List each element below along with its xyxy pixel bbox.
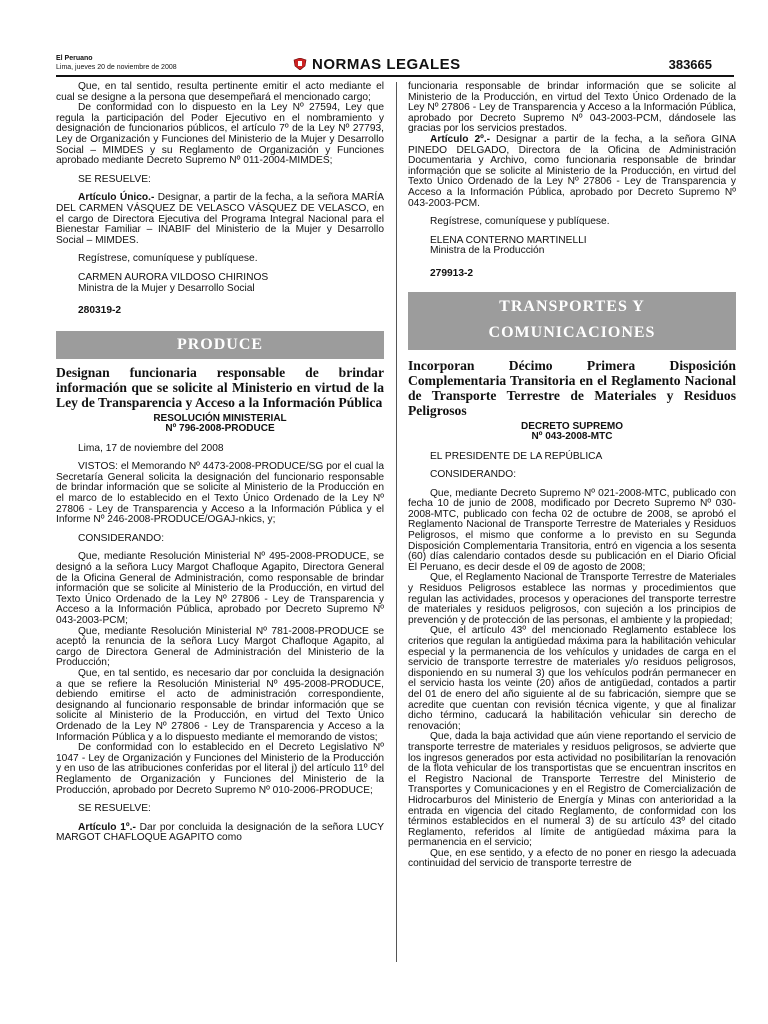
left-column <box>56 82 384 844</box>
article-text: Dar por concluida la designación de la señora LUCY MARGOT CHAFLOQUE AGAPITO como <box>56 821 385 844</box>
section-banner-produce: PRODUCE <box>56 331 384 359</box>
resolve-heading: SE RESUELVE: <box>78 803 151 815</box>
coat-of-arms-icon <box>293 58 307 70</box>
resolve-heading: SE RESUELVE: <box>78 173 151 185</box>
paragraph: De conformidad con lo dispuesto en la Ley Nº 27594, Ley que regula la participación del Poder Ejecutivo en el nombramiento y designación de funcionarios públicos, el artículo 7º de la Ley Nº 27793, Ley de Organización y Funciones del Ministerio de la Mujer y Desarrollo Social – MIMDES y su Reglamento de Organización y Funciones aprobado mediante Decreto Supremo Nº 011-2004-MIMDES; <box>56 102 384 167</box>
issue-date: Lima, jueves 20 de noviembre de 2008 <box>56 64 177 71</box>
right-column <box>408 82 736 870</box>
paragraph: Que, mediante Decreto Supremo Nº 021-2008-MTC, publicado con fecha 10 de junio de 2008, modificado por Decreto Supremo Nº 030-2008-MTC, publicado con fecha 02 de octubre de 2008, se aprobó el Reglamento Nacional de Transporte Terrestre de Materiales y Residuos Peligrosos, el mismo que conforme a lo previsto en su Segunda Disposición Complementaria Transitoria, entró en vigencia a los sesenta (60) días calendario contados desde su publicación en el Diario Oficial El Peruano, es decir desde el 09 de agosto de 2008; <box>408 487 736 573</box>
paragraph: Que, dada la baja actividad que aún viene reportando el servicio de transporte terrestre de materiales y residuos peligrosos, se advierte que los ingresos generados por esta actividad no posibilitarían la renovación de la flota vehicular de los transportistas que se encuentran inscritos en el Registro Nacional de Transporte Terrestre del Ministerio de Transportes y Comunicaciones y en el Registro de Comercialización de Hidrocarburos del Ministerio de Energía y Minas con anterioridad a la entrada en vigencia del citado Reglamento, de conformidad con los términos establecidos en el numeral 3) de su artículo 43º del citado Reglamento, referidos al límite de antigüedad máxima para la permanencia en el servicio; <box>408 731 736 849</box>
issuer: EL PRESIDENTE DE LA REPÚBLICA <box>430 450 603 462</box>
publication-code: 280319-2 <box>78 305 122 317</box>
resolution-type: RESOLUCIÓN MINISTERIAL <box>153 412 287 424</box>
resolution-number: Nº 796-2008-PRODUCE <box>165 422 275 434</box>
paragraph: Que, el artículo 43º del mencionado Reglamento establece los criterios que regulan la antigüedad máxima para la habilitación vehicular especial y la permanencia de los vehículos y unidades de carga en el servicio de transporte terrestre de materiales y/o residuos peligrosos, disponiendo en su numeral 3) que los vehículos podrán permanecer en el servicio hasta los veinte (20) años de antigüedad, contados a partir del 01 de enero del año siguiente al de su fabricación, siempre que se acredite que cuentan con revisión técnica vigente, y que al finalizar dicho término, caducará la habilitación vehicular sin derecho de renovación; <box>408 625 736 732</box>
closing-formula: Regístrese, comuníquese y publíquese. <box>78 253 258 265</box>
paragraph: Que, mediante Resolución Ministerial Nº 495-2008-PRODUCE, se designó a la señora Lucy Margot Chafloque Agapito, Directora General de la Oficina General de Administración, como responsable de brindar información que se solicite al Ministerio de la Producción, en virtud del Texto Único Ordenado de la Ley Nº 27806 - Ley de Transparencia y Acceso a la Información Pública, aprobado por Decreto Supremo Nº 043-2003-PCM; <box>56 551 384 626</box>
paragraph: Que, en ese sentido, y a efecto de no poner en riesgo la adecuada continuidad del servicio de transporte terrestre de <box>408 847 736 870</box>
article-text: Designar, a partir de la fecha, a la señora MARÍA DEL CARMEN VÁSQUEZ DE VELASCO VÁSQUEZ DE VELASCO, en el cargo de Directora Ejecutiva del Programa Integral Nacional para el Bienestar Familiar – INABIF del Ministerio de la Mujer y Desarrollo Social – MIMDES. <box>56 192 384 246</box>
publication-code: 279913-2 <box>430 267 474 279</box>
article-label: Artículo Único.- <box>78 192 155 204</box>
section-banner-line: TRANSPORTES Y <box>499 297 645 315</box>
paragraph: VISTOS: el Memorando Nº 4473-2008-PRODUCE/SG por el cual la Secretaría General solicita la designación del funcionario responsable de brindar información que se solicite al Ministerio de la Producción en el marco de lo establecido en el Texto Único Ordenado de la Ley Nº 27806 - Ley de Transparencia y Acceso a la Información Pública y el Informe Nº 246-2008-PRODUCE/OGAJ-nkics, y; <box>56 461 384 526</box>
signatory-name: CARMEN AURORA VILDOSO CHIRINOS <box>78 271 269 283</box>
resolution-date: Lima, 17 de noviembre del 2008 <box>78 442 224 454</box>
header-left <box>56 54 177 72</box>
page-number: 383665 <box>668 57 712 72</box>
decree-title <box>408 422 736 442</box>
decree-number: Nº 043-2008-MTC <box>531 430 613 442</box>
closing-formula: Regístrese, comuníquese y publíquese. <box>430 216 610 228</box>
section-banner-line: COMUNICACIONES <box>488 323 656 341</box>
signatory-role: Ministra de la Producción <box>430 245 545 257</box>
column-divider <box>396 82 397 962</box>
article-label: Artículo 1º.- <box>78 821 136 833</box>
paragraph: Que, en tal sentido, es necesario dar por concluida la designación a que se refiere la Resolución Ministerial Nº 495-2008-PRODUCE, debiendo emitirse el acto de administración correspondiente, designando al funcionario responsable de brindar información que se solicite al Ministerio de la Producción, en virtud del Texto Único Ordenado de la Ley Nº 27806 - Ley de Transparencia y Acceso a la Información Pública y a lo dispuesto mediante el memorando de vistos; <box>56 667 384 743</box>
decree-type: DECRETO SUPREMO <box>520 420 624 432</box>
article-1 <box>56 823 384 844</box>
section-title: NORMAS LEGALES <box>312 56 461 73</box>
paragraph: funcionaria responsable de brindar información que se solicite al Ministerio de la Producción, en virtud del Texto Único Ordenado de la Ley Nº 27806 - Ley de Transparencia y Acceso a la Información Pública, aprobado por Decreto Supremo Nº 043-2003-PCM, dándosele las gracias por los servicios prestados. <box>408 81 736 135</box>
headline: Designan funcionaria responsable de brindar información que se solicite al Ministerio en virtud de la Ley de Transparencia y Acceso a la Información Pública <box>56 364 384 410</box>
paragraph: Que, en tal sentido, resulta pertinente emitir el acto mediante el cual se designe a la persona que desempeñará el mencionado cargo; <box>56 81 384 103</box>
header-divider <box>56 75 734 77</box>
article-unico <box>56 193 384 246</box>
considering-heading: CONSIDERANDO: <box>78 532 165 544</box>
signatory-role: Ministra de la Mujer y Desarrollo Social <box>78 282 255 294</box>
article-label: Artículo 2º.- <box>430 133 491 145</box>
headline: Incorporan Décimo Primera Disposición Complementaria Transitoria en el Reglamento Nacional de Transporte Terrestre de Materiales y Residuos Peligrosos <box>408 357 736 418</box>
resolution-title <box>56 414 384 434</box>
article-2 <box>408 135 736 209</box>
paragraph: Que, mediante Resolución Ministerial Nº 781-2008-PRODUCE se aceptó la renuncia de la señora Lucy Margot Chafloque Agapito, al cargo de Directora General de Administración del Ministerio de la Producción; <box>56 625 384 669</box>
signatory-name: ELENA CONTERNO MARTINELLI <box>430 234 587 246</box>
paragraph: Que, el Reglamento Nacional de Transporte Terrestre de Materiales y Residuos Peligrosos establece las normas y procedimientos que regulan las actividades, procesos y operaciones del transporte terrestre de materiales y residuos peligrosos, con sujeción a los principios de prevención y de protección de las personas, el ambiente y la propiedad; <box>408 572 736 626</box>
article-text: Designar a partir de la fecha, a la señora GINA PINEDO DELGADO, Directora de la Oficina de Administración Documentaria y Archivo, como funcionaria responsable de brindar información que se solicite al Ministerio de la Producción, en virtud del Texto Único Ordenado de la Ley Nº 27806 - Ley de Transparencia y Acceso a la Información Pública, aprobado por Decreto Supremo Nº 043-2003-PCM. <box>408 133 736 209</box>
section-banner-transportes <box>408 292 736 350</box>
newspaper-name: El Peruano <box>56 55 93 62</box>
paragraph: De conformidad con lo establecido en el Decreto Legislativo Nº 1047 - Ley de Organización y Funciones del Ministerio de la Producción y en uso de las atribuciones conferidas por el literal j) del artículo 11º del Reglamento de Organización y Funciones del Ministerio de la Producción, aprobado por Decreto Supremo Nº 010-2006-PRODUCE; <box>56 742 384 796</box>
considering-heading: CONSIDERANDO: <box>430 469 517 481</box>
